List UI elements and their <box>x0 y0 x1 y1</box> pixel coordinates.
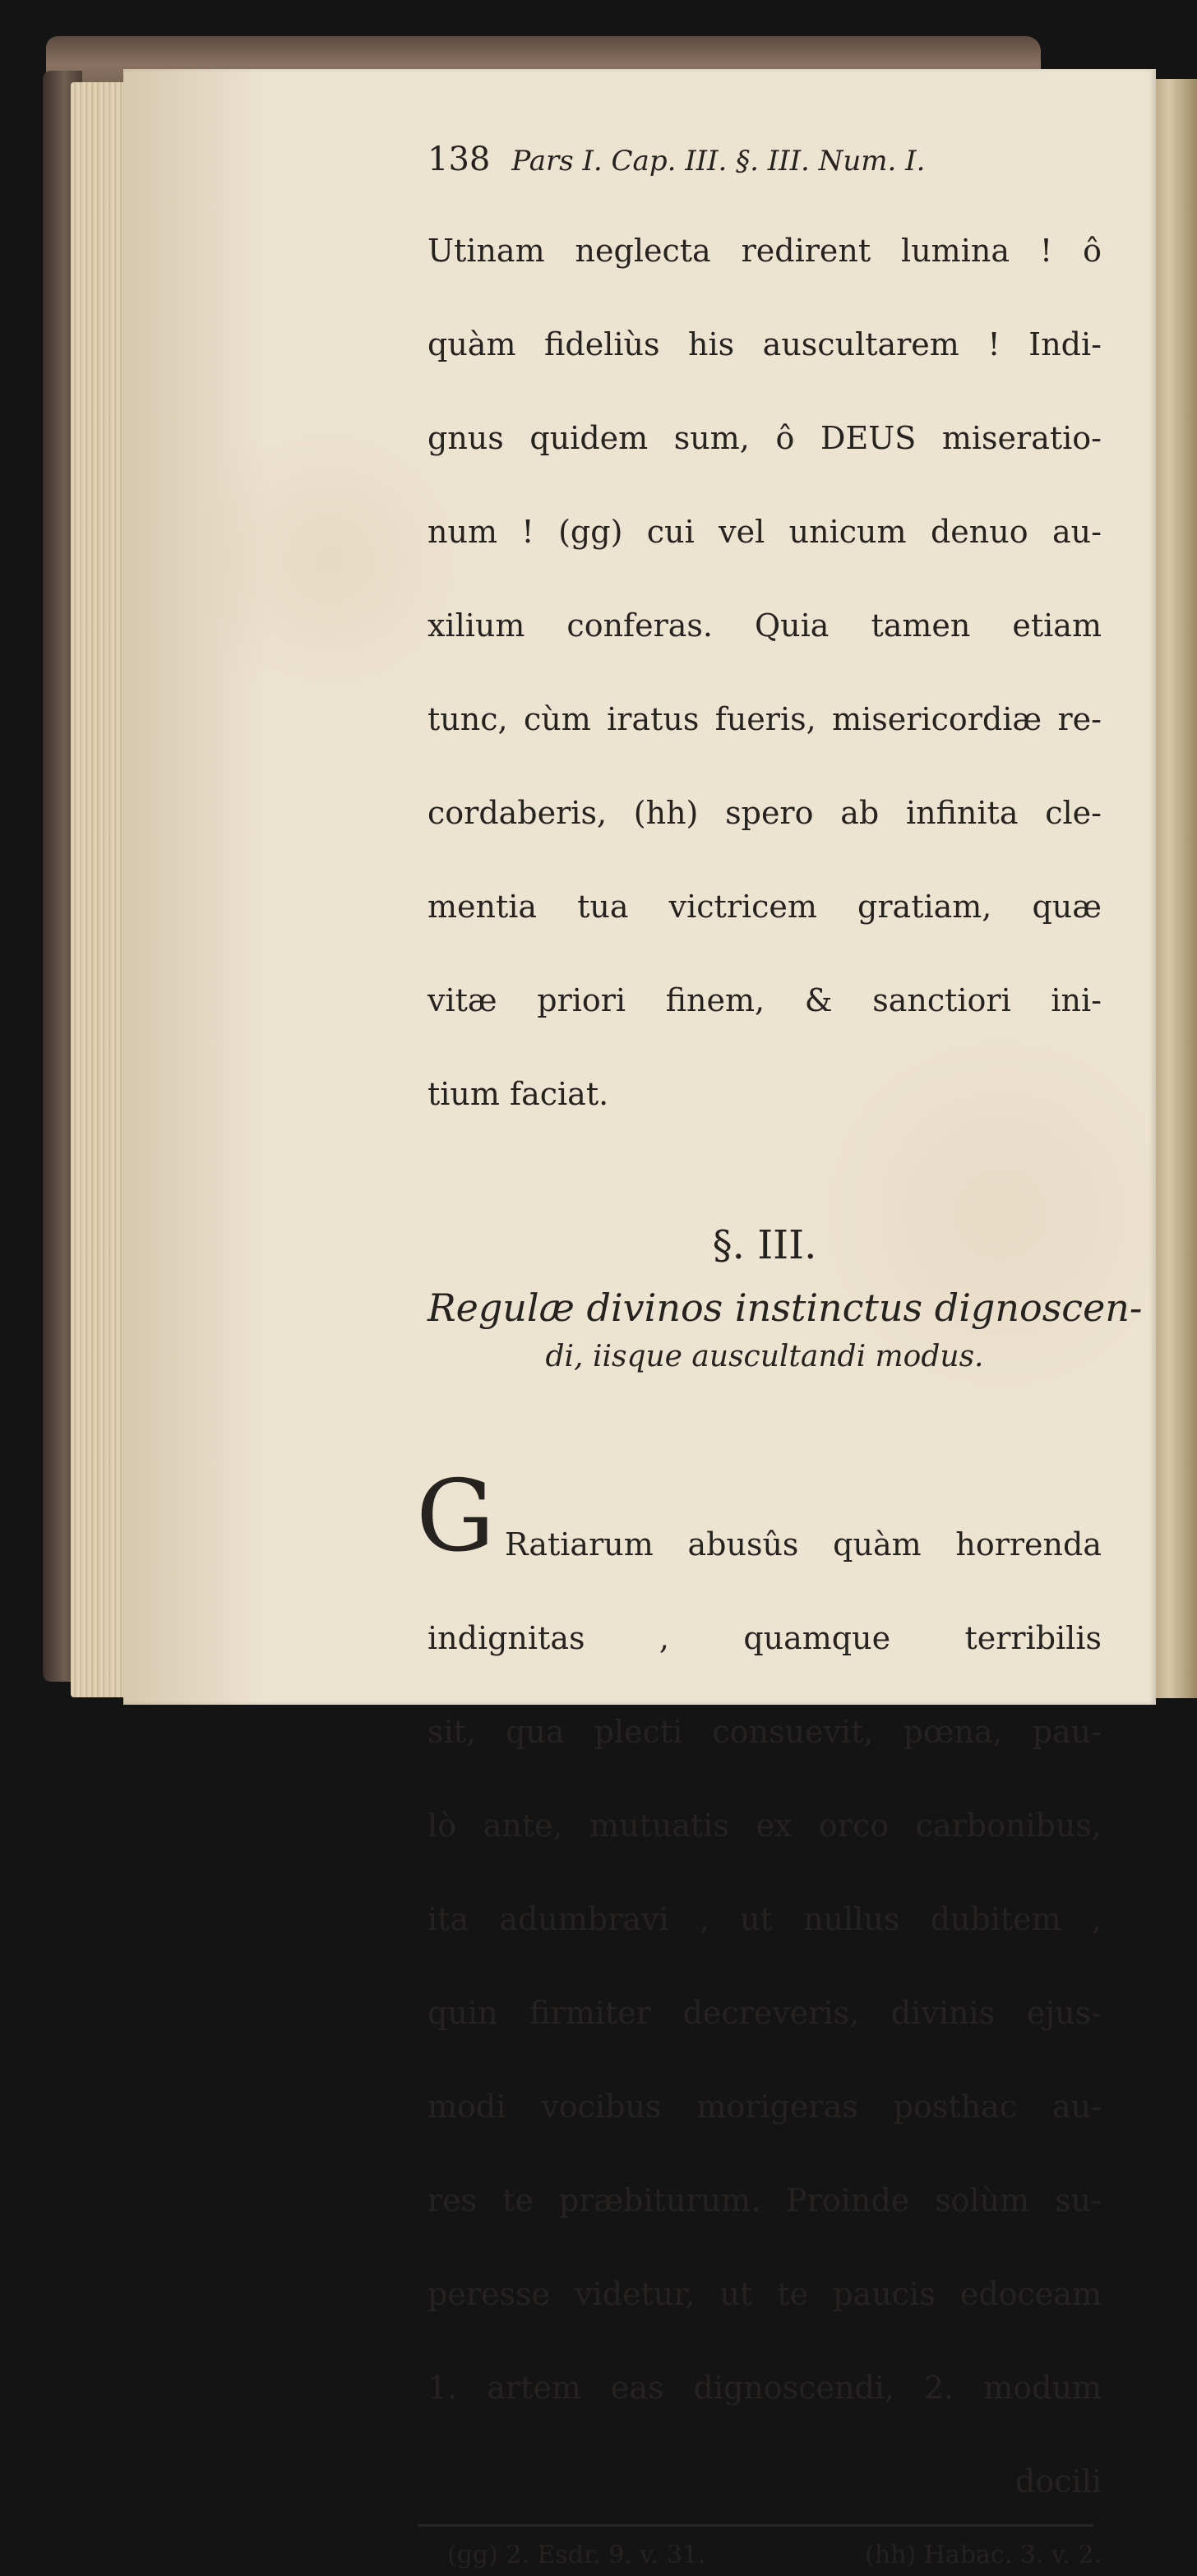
running-head <box>428 140 1102 181</box>
text-line: Utinam neglecta redirent lumina ! ô <box>428 233 1102 269</box>
running-title: Pars I. Cap. III. §. III. Num. I. <box>511 145 926 178</box>
paragraph-2 <box>416 1428 1102 2458</box>
footnote-rule <box>418 2524 1093 2527</box>
drop-capital: G <box>416 1460 495 1574</box>
text-line: 1. artem eas dignoscendi, 2. modum <box>428 2370 1102 2406</box>
page-text <box>416 140 1143 2576</box>
text-line: num ! (gg) cui vel unicum denuo au- <box>428 514 1102 550</box>
section-number: §. III. <box>712 1222 817 1268</box>
text-line: tium faciat. <box>428 1076 609 1112</box>
text-line: quin firmiter decreveris, divinis ejus- <box>428 1995 1102 2031</box>
text-line: mentia tua victricem gratiam, quæ <box>428 889 1102 925</box>
footnote-gg: (gg) 2. Esdr. 9. v. 31. <box>447 2541 706 2569</box>
section-heading-line-1: Regulæ divinos instinctus dignoscen- <box>428 1286 1143 1330</box>
page-number: 138 <box>428 141 491 178</box>
text-line: lò ante, mutuatis ex orco carbonibus, <box>428 1807 1102 1844</box>
text-line: xilium conferas. Quia tamen etiam <box>428 607 1102 644</box>
text-line: modi vocibus morigeras posthac au- <box>428 2089 1102 2125</box>
section-heading-line-2: di, iisque auscultandi modus. <box>545 1340 984 1373</box>
text-line: peresse videtur, ut te paucis edoceam <box>428 2276 1102 2312</box>
text-line: Ratiarum abusûs quàm horrenda <box>504 1526 1102 1563</box>
text-line: gnus quidem sum, ô DEUS miseratio- <box>428 420 1102 456</box>
footnote-hh: (hh) Habac. 3. v. 2. <box>865 2541 1102 2569</box>
paragraph-1 <box>428 181 1102 1165</box>
text-line: quàm fideliùs his auscultarem ! Indi- <box>428 326 1102 362</box>
catchword: docili <box>1015 2463 1102 2500</box>
facing-page-edge <box>1151 79 1197 1698</box>
text-line: ita adumbravi , ut nullus dubitem , <box>428 1901 1102 1937</box>
text-line: tunc, cùm iratus fueris, misericordiæ re- <box>428 701 1102 737</box>
footnotes <box>428 2535 1102 2576</box>
text-line: sit, qua plecti consuevit, pœna, pau- <box>428 1714 1102 1750</box>
text-line: res te præbiturum. Proinde solùm su- <box>428 2182 1102 2218</box>
text-line: cordaberis, (hh) spero ab infinita cle- <box>428 795 1102 831</box>
text-line: vitæ priori finem, & sanctiori ini- <box>428 982 1102 1018</box>
text-line: indignitas , quamque terribilis <box>428 1620 1102 1656</box>
